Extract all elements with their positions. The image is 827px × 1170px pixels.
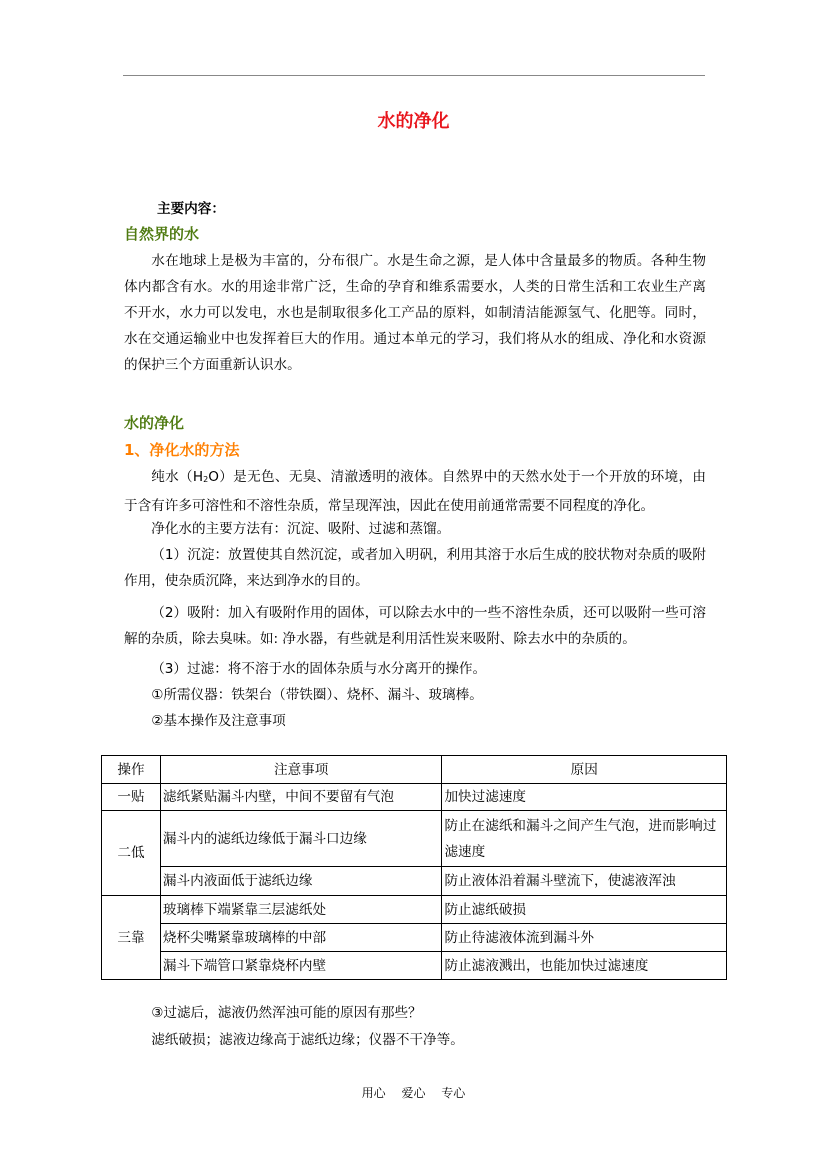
- subheading-methods: 1、净化水的方法: [124, 441, 240, 459]
- section-heading-purify: 水的净化: [124, 414, 185, 432]
- table-reason-cell: 防止在滤纸和漏斗之间产生气泡，进而影响过滤速度: [442, 811, 727, 867]
- answer-line: 滤纸破损；滤液边缘高于滤纸边缘；仪器不干净等。: [151, 1032, 464, 1048]
- table-row: [102, 924, 727, 952]
- table-row: [102, 867, 727, 896]
- question-line: ③过滤后，滤液仍然浑浊可能的原因有那些？: [151, 1005, 422, 1021]
- table-reason-cell: 防止液体沿着漏斗壁流下，使滤液浑浊: [442, 867, 727, 896]
- table-op-cell: 三靠: [102, 896, 161, 980]
- table-header-cell: 操作: [102, 756, 161, 784]
- table-row: [102, 811, 727, 867]
- page-footer: 用心 爱心 专心: [361, 1086, 466, 1100]
- basic-ops-line: ②基本操作及注意事项: [151, 713, 286, 729]
- table-note-cell: 漏斗内液面低于滤纸边缘: [160, 867, 442, 896]
- table-row: [102, 952, 727, 980]
- filtration-table: [101, 755, 727, 980]
- instruments-line: ①所需仪器：铁架台（带铁圈）、烧杯、漏斗、玻璃棒。: [151, 687, 483, 703]
- adsorption-paragraph: （2）吸附：加入有吸附作用的固体，可以除去水中的一些不溶性杂质，还可以吸附一些可溶解的杂质，除去臭味。如: 净水器，有些就是利用活性炭来吸附、除去水中的杂质的。: [124, 605, 706, 647]
- table-note-cell: 滤纸紧贴漏斗内壁，中间不要留有气泡: [160, 784, 442, 811]
- table-reason-cell: 防止滤纸破损: [442, 896, 727, 924]
- pure-water-paragraph: [124, 464, 706, 519]
- methods-line: 净化水的主要方法有：沉淀、吸附、过滤和蒸馏。: [151, 521, 451, 537]
- table-note-cell: 漏斗下端管口紧靠烧杯内壁: [160, 952, 442, 980]
- table-note-cell: 漏斗内的滤纸边缘低于漏斗口边缘: [160, 811, 442, 867]
- table-op-cell: 一贴: [102, 784, 161, 811]
- table-op-cell: 二低: [102, 811, 161, 896]
- header-rule: [123, 75, 705, 76]
- table-header-row: [102, 756, 727, 784]
- table-header-cell: 注意事项: [160, 756, 442, 784]
- table-note-cell: 烧杯尖嘴紧靠玻璃棒的中部: [160, 924, 442, 952]
- page-title: 水的净化: [377, 111, 450, 132]
- pure-water-subscript: 2: [203, 475, 209, 484]
- table-row: [102, 784, 727, 811]
- table-row: [102, 896, 727, 924]
- table-note-cell: 玻璃棒下端紧靠三层滤纸处: [160, 896, 442, 924]
- table-header-cell: 原因: [442, 756, 727, 784]
- table-reason-cell: 防止滤液溅出，也能加快过滤速度: [442, 952, 727, 980]
- pure-water-pre: 纯水（H: [151, 469, 204, 485]
- main-content-label: 主要内容：: [157, 201, 225, 217]
- nature-paragraph: 水在地球上是极为丰富的，分布很广。水是生命之源，是人体中含量最多的物质。各种生物体内都含有水。水的用途非常广泛，生命的孕育和维系需要水，人类的日常生活和工农业生产离不开水，水力可以发电，水也是制取很多化工产品的原料，如制清洁能源氢气、化肥等。同时，水在交通运输业中也发挥着巨大的作用。通过本单元的学习，我们将从水的组成、净化和水资源的保护三个方面重新认识水。: [124, 253, 706, 373]
- filtration-line: （3）过滤：将不溶于水的固体杂质与水分离开的操作。: [151, 661, 487, 677]
- sedimentation-paragraph: （1）沉淀：放置使其自然沉淀，或者加入明矾，利用其溶于水后生成的胶状物对杂质的吸附作用，使杂质沉降，来达到净水的目的。: [124, 547, 706, 589]
- pure-water-post: O）是无色、无臭、清澈透明的液体。自然界中的天然水处于一个开放的环境，由于含有许多可溶性和不溶性杂质，常呈现浑浊，因此在使用前通常需要不同程度的净化。: [124, 469, 706, 514]
- section-heading-nature: 自然界的水: [124, 225, 200, 243]
- table-reason-cell: 加快过滤速度: [442, 784, 727, 811]
- table-reason-cell: 防止待滤液体流到漏斗外: [442, 924, 727, 952]
